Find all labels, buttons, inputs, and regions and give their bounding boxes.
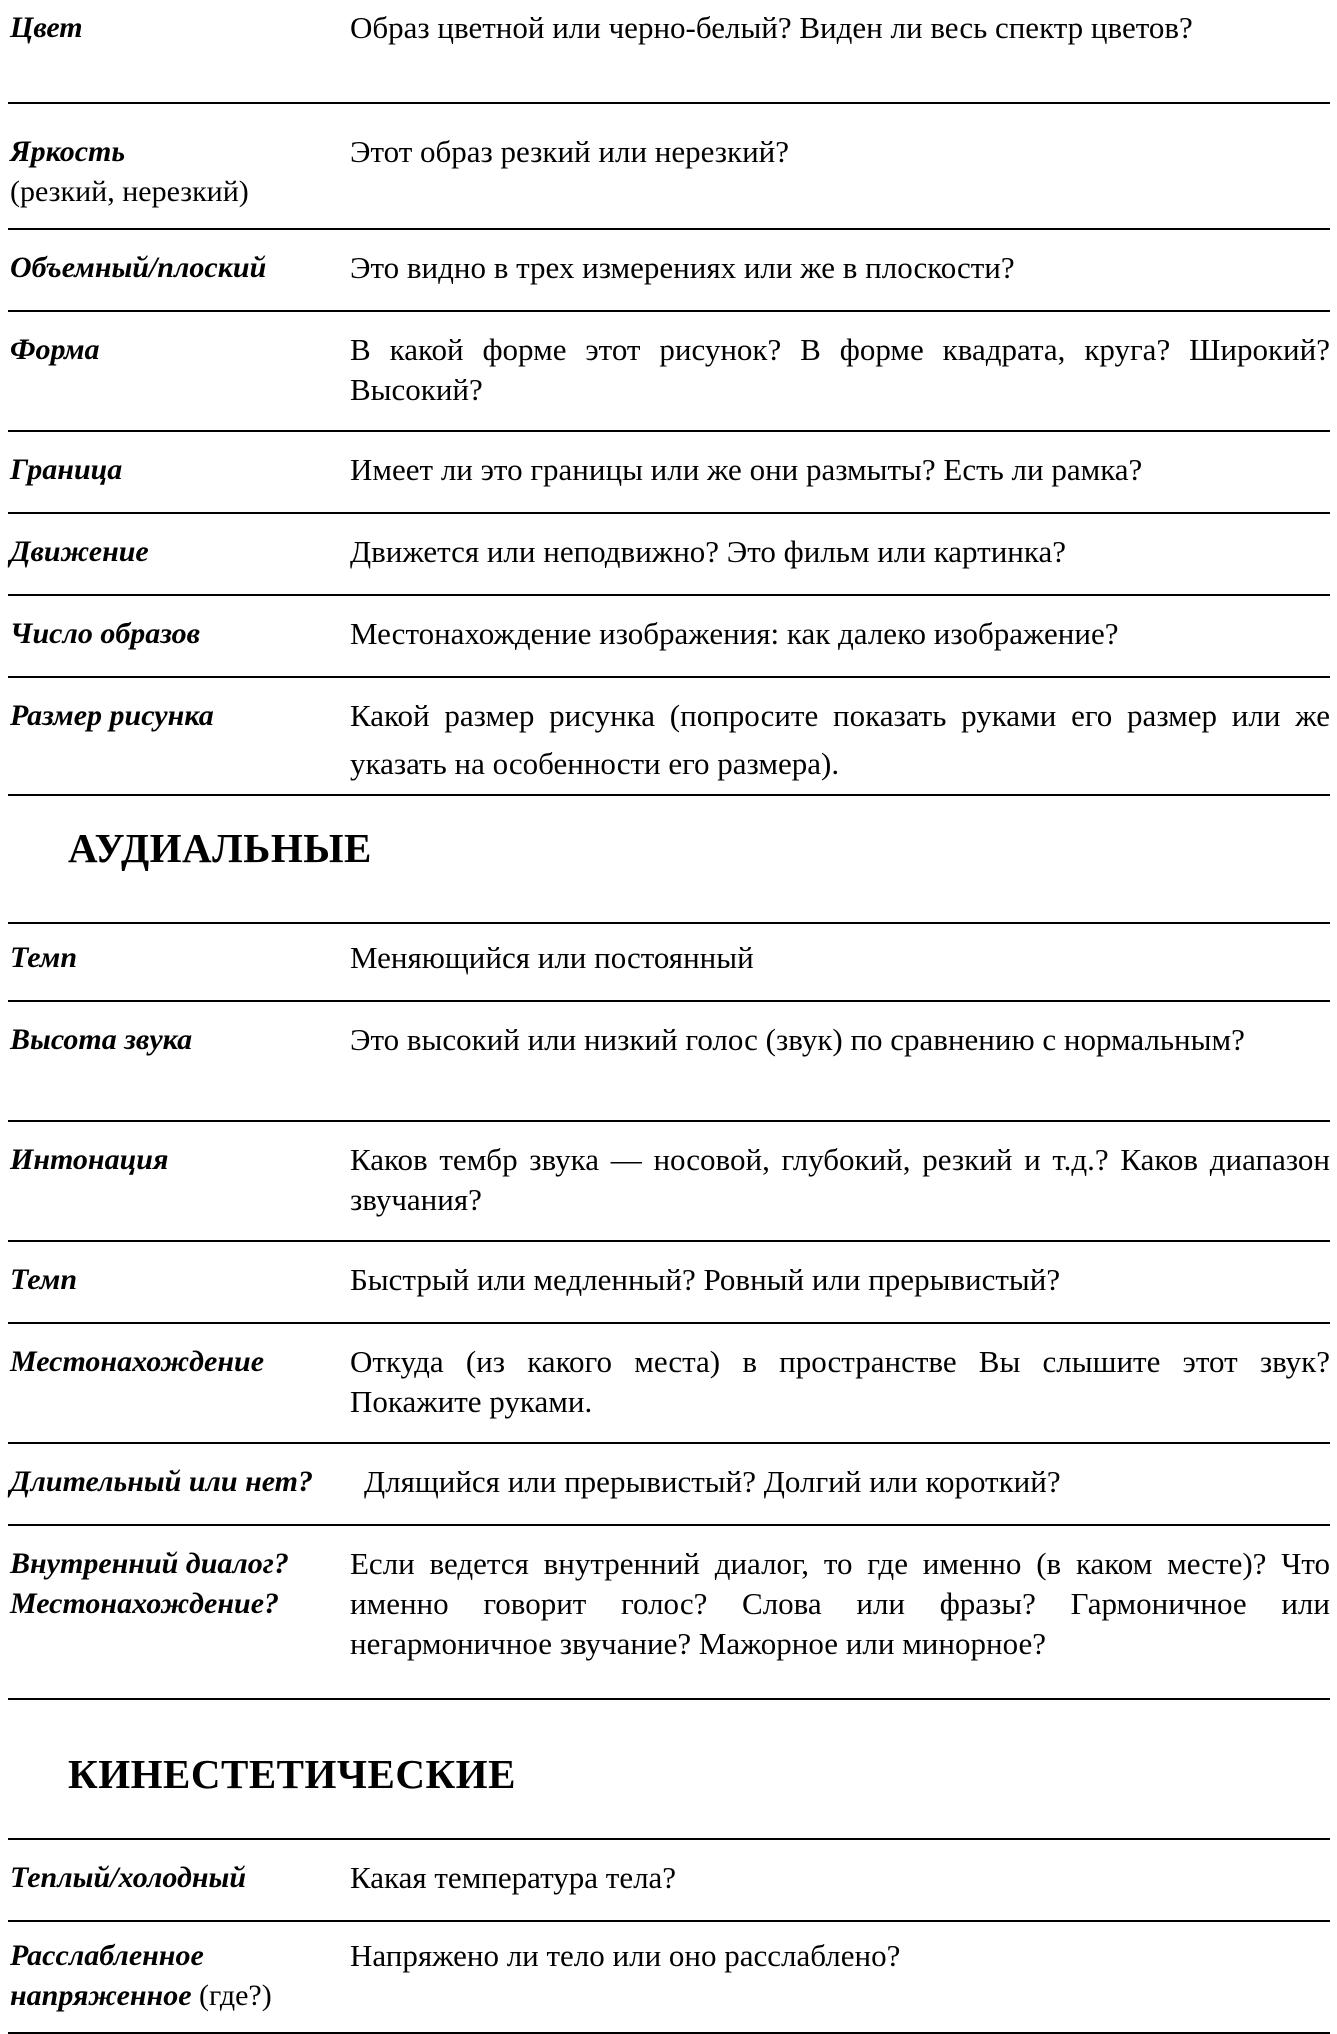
description: Это высокий или низкий голос (звук) по сравнению с нормальным? [350, 1022, 1245, 1057]
description: Быстрый или медленный? Ровный или прерывистый? [350, 1262, 1061, 1297]
document-page [8, 0, 1330, 2034]
table-row [8, 1122, 1330, 1242]
table-row [8, 1002, 1330, 1122]
description: Местонахождение изображения: как далеко изображение? [350, 616, 1119, 651]
table-row [8, 1444, 1330, 1526]
description: Меняющийся или постоянный [350, 940, 754, 975]
term: Движение [10, 535, 149, 568]
description: Длящийся или прерывистый? Долгий или короткий? [364, 1464, 1061, 1499]
description: Этот образ резкий или нерезкий? [350, 134, 790, 169]
table-row [8, 1242, 1330, 1324]
table-row [8, 514, 1330, 596]
term: Теплый/холодный [10, 1861, 247, 1894]
table-row [8, 230, 1330, 312]
table-row [8, 1922, 1330, 2034]
term: Форма [10, 333, 100, 366]
term: Длительный или нет? [10, 1465, 314, 1498]
term: Цвет [10, 11, 83, 44]
section-title: КИНЕСТЕТИЧЕСКИЕ [68, 1751, 516, 1797]
term: Объемный/плоский [10, 251, 267, 284]
description: Движется или неподвижно? Это фильм или картинка? [350, 534, 1066, 569]
term: Число образов [10, 617, 201, 650]
term: Расслабленное [10, 1939, 204, 1972]
term-block [10, 1544, 345, 1624]
term-block [10, 132, 345, 212]
description: Откуда (из какого места) в пространстве Вы слышите этот звук? Покажите руками. [350, 1344, 1330, 1419]
description: Это видно в трех измерениях или же в плоскости? [350, 250, 1015, 285]
table-row [8, 1324, 1330, 1444]
term: Высота звука [10, 1023, 193, 1056]
term-note: (где?) [199, 1979, 272, 2012]
section-title: АУДИАЛЬНЫЕ [68, 825, 372, 871]
description: Какой размер рисунка (попросите показать руками его размер или же указать на особенности его размера). [350, 698, 1330, 781]
term: Яркость [10, 135, 126, 168]
term: Внутренний диалог? [10, 1547, 289, 1580]
term-second-line: Местонахождение? [10, 1587, 280, 1620]
term: Граница [10, 453, 123, 486]
term: Местонахождение [10, 1345, 265, 1378]
table-row [8, 1838, 1330, 1922]
term: Темп [10, 941, 78, 974]
description: Имеет ли это границы или же они размыты? Есть ли рамка? [350, 452, 1143, 487]
description: Если ведется внутренний диалог, то где именно (в каком месте)? Что именно говорит голос? Слова или фразы? Гармоничное или негармоничное звучание? Мажорное или минорное? [350, 1546, 1330, 1661]
table-row [8, 922, 1330, 1002]
term: Размер рисунка [10, 699, 214, 732]
term-block [10, 1936, 345, 2016]
section-header [8, 796, 1330, 922]
table-row [8, 0, 1330, 104]
table-row [8, 1526, 1330, 1700]
term-second-line: напряженное [10, 1979, 192, 2012]
term: Темп [10, 1263, 78, 1296]
description: Каков тембр звука — носовой, глубокий, резкий и т.д.? Каков диапазон звучания? [350, 1142, 1330, 1217]
description: Напряжено ли тело или оно расслаблено? [350, 1938, 901, 1973]
table-row [8, 104, 1330, 230]
term: Интонация [10, 1143, 169, 1176]
term-note: (резкий, нерезкий) [10, 175, 249, 208]
description: Образ цветной или черно-белый? Виден ли весь спектр цветов? [350, 10, 1193, 45]
table-row [8, 312, 1330, 432]
table-row [8, 678, 1330, 796]
description: Какая температура тела? [350, 1860, 677, 1895]
table-row [8, 596, 1330, 678]
description: В какой форме этот рисунок? В форме квадрата, круга? Широкий? Высокий? [350, 332, 1330, 407]
table-row [8, 432, 1330, 514]
section-header [8, 1700, 1330, 1838]
